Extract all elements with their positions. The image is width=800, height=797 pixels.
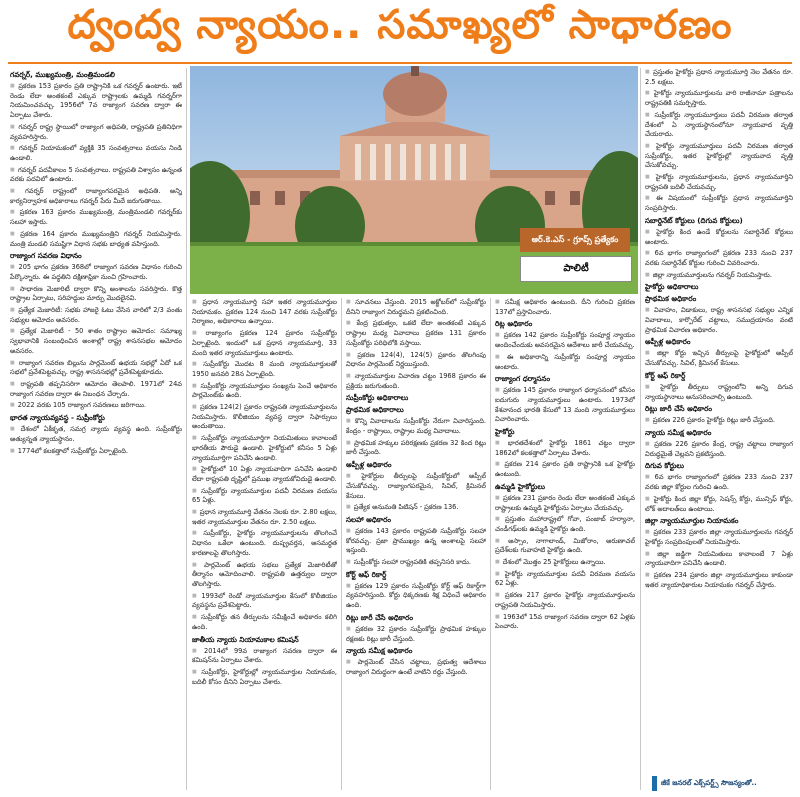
list-item: ■ సాధారణ మెజారిటీ ద్వారా కొన్ని అంశాలను సవరిస్తారు. కొత్త రాష్ట్రాల ఏర్పాటు, సరిహద్దుల మార్పు మొదలైనవి. (10, 285, 182, 304)
list-item: ■ 2014లో 99వ రాజ్యాంగ సవరణ ద్వారా ఈ కమిషన్‌ను ఏర్పాటు చేశారు. (192, 647, 337, 666)
list-item: ■ హైకోర్టు న్యాయమూర్తులు పదవీ విరమణ తర్వాత సుప్రీంకోర్టు, ఇతర హైకోర్టుల్లో న్యాయవాద వృత్తి చేసుకోవచ్చు. (645, 142, 793, 171)
col3-sub-1: ప్రాథమిక అధికారాలు (346, 405, 404, 415)
col1-heading: గవర్నర్‌, ముఖ్యమంత్రి, మంత్రిమండలి (10, 70, 115, 79)
list-item: ■ సూచనలు చేస్తుంది. 2015 అక్టోబర్‌లో సుప్రీంకోర్టు దీనిని రాజ్యాంగ విరుద్ధమని ప్రకటించింది. (346, 298, 486, 317)
list-item: ■ ప్రత్యేక అనుమతి పిటిషన్‌ - ప్రకరణ 136. (346, 503, 486, 513)
list-item: ■ సుప్రీంకోర్టు సలహా రాష్ట్రపతికి తప్పనిసరి కాదు. (346, 558, 486, 568)
list-item: ■ 2022 వరకు 105 రాజ్యాంగ సవరణలు జరిగాయి. (10, 401, 182, 411)
column-divider (341, 298, 342, 790)
author-tag: ఆర్‌.కె.ఎస్‌ - గ్రూప్స్‌ ప్రత్యేకం (520, 228, 630, 252)
list-item: ■ ప్రస్తుతం మహారాష్ట్రలో గోవా, పంజాబ్‌ హర్యానా, చండీగఢ్‌లకు ఉమ్మడి హైకోర్టు ఉంది. (495, 515, 635, 534)
list-item: ■ ప్రకరణ 226 ప్రకారం కేంద్ర, రాష్ట్ర చట్టాలు రాజ్యాంగ విరుద్ధమైతే చెల్లవని ప్రకటిస్తుంది. (645, 440, 793, 459)
subject-tag: పాలిటీ (520, 256, 632, 282)
list-item: ■ న్యాయమూర్తుల విచారణ చట్టం 1968 ప్రకారం ఈ ప్రక్రియ జరుగుతుంది. (346, 372, 486, 391)
list-item: ■ కేంద్ర ప్రభుత్వం, ఒకటి లేదా అంతకంటే ఎక్కువ రాష్ట్రాల మధ్య వివాదాలు ప్రకరణ 131 ప్రకారం సుప్రీంకోర్టు పరిధిలోకి వస్తాయి. (346, 319, 486, 348)
list-item: ■ 6వ భాగం రాజ్యాంగంలో ప్రకరణ 233 నుంచి 237 వరకు సబార్డినేట్‌ కోర్టుల గురించి వివరించారు. (645, 249, 793, 268)
list-item: ■ హైకోర్టు కింద జిల్లా కోర్టు, సెషన్స్‌ కోర్టు, మున్సిఫ్‌ కోర్టు, లోక్‌ అదాలత్‌లు ఉంటాయి. (645, 495, 793, 514)
list-item: ■ 205 భాగం ప్రకరణ 368లో రాజ్యాంగ సవరణ విధానం గురించి పేర్కొన్నారు. ఈ పద్ధతిని దక్షిణాఫ్రికా నుంచి గ్రహించారు. (10, 263, 182, 282)
col3-sub-6: న్యాయ సమీక్ష అధికారం (346, 646, 413, 656)
list-item: ■ ఈ విషయంలో సుప్రీంకోర్టు ప్రధాన న్యాయమూర్తిని సంప్రదిస్తారు. (645, 194, 793, 213)
col3-sub-2: అప్పీళ్ల అధికారం (346, 460, 392, 470)
list-item: ■ ఈ అధికారాన్ని సుప్రీంకోర్టు సంపూర్ణ న్యాయం అంటారు. (495, 353, 635, 372)
column-2 (192, 298, 337, 790)
list-item: ■ ప్రకరణ 214 ప్రకారం ప్రతి రాష్ట్రానికి ఒక హైకోర్టు ఉంటుంది. (495, 460, 635, 479)
list-item: ■ 1993లో రెండో న్యాయమూర్తుల కేసులో కొలీజియం వ్యవస్థను ప్రవేశపెట్టారు. (192, 592, 337, 611)
col3-sub-5: రిట్లు జారీ చేసే అధికారం (346, 612, 414, 622)
col2-heading-2: జాతీయ న్యాయ నియామకాల కమిషన్‌ (192, 634, 299, 644)
list-item: ■ దేశంలో ఏకీకృత, సమగ్ర న్యాయ వ్యవస్థ ఉంది. సుప్రీంకోర్టు అత్యున్నత న్యాయస్థానం. (10, 425, 182, 444)
col5-sub-7: న్యాయ సమీక్ష అధికారం (645, 427, 712, 437)
list-item: ■ హైకోర్టు తీర్పులు రాష్ట్రంలోని అన్ని దిగువ న్యాయస్థానాలు అనుసరించాల్సి ఉంటుంది. (645, 383, 793, 402)
column-5 (645, 68, 793, 768)
list-item: ■ 1774లో కలకత్తాలో సుప్రీంకోర్టు ఏర్పాటైంది. (10, 447, 182, 457)
col5-sub-9: జిల్లా న్యాయమూర్తుల నియామకం (645, 516, 739, 526)
column-divider (490, 298, 491, 790)
list-item: ■ ప్రకరణ 226 ప్రకారం హైకోర్టు రిట్లు జారీ చేస్తుంది. (645, 416, 793, 426)
list-item: ■ ప్రకరణ 143 ప్రకారం రాష్ట్రపతి సుప్రీంకోర్టు సలహా కోరవచ్చు. ప్రజా ప్రాముఖ్యం ఉన్న అంశాలపై సలహా ఇస్తుంది. (346, 527, 486, 556)
list-item: ■ హైకోర్టు కింద ఉండే కోర్టులను సబార్డినేట్‌ కోర్టులు అంటారు. (645, 228, 793, 247)
list-item: ■ హైకోర్టు న్యాయమూర్తులను, ప్రధాన న్యాయమూర్తిని రాష్ట్రపతి బదిలీ చేయవచ్చు. (645, 173, 793, 192)
list-item: ■ ప్రస్తుతం హైకోర్టు ప్రధాన న్యాయమూర్తి నెల వేతనం రూ. 2.5 లక్షలు. (645, 68, 793, 87)
list-item: ■ రాష్ట్రపతి తప్పనిసరిగా ఆమోదం తెలపాలి. 1971లో 24వ రాజ్యాంగ సవరణ ద్వారా ఈ నిబంధన చేర్చారు. (10, 380, 182, 399)
list-item: ■ ప్రకరణ 145 ప్రకారం రాజ్యాంగ ధర్మాసనంలో కనీసం ఐదుగురు న్యాయమూర్తులు ఉంటారు. 1973లో కేశవానంద భారతి కేసులో 13 మంది న్యాయమూర్తులు విచారించారు. (495, 386, 635, 425)
list-item: ■ ప్రధాన న్యాయమూర్తి వేతనం నెలకు రూ. 2.80 లక్షలు, ఇతర న్యాయమూర్తుల వేతనం రూ. 2.50 లక్షలు. (192, 508, 337, 527)
col4-sub-3: హైకోర్టు (495, 427, 515, 437)
column-4 (495, 298, 635, 790)
col5-sub-2: హైకోర్టు అధికారాలు (645, 282, 699, 292)
col4-sub-2: రాజ్యాంగ ధర్మాసనం (495, 374, 551, 384)
list-item: ■ ప్రత్యేక మెజారిటీ - 50 శాతం రాష్ట్రాల ఆమోదం: సమాఖ్య స్వభావానికి సంబంధించిన అంశాల్లో రాష్ట్ర శాసనసభల ఆమోదం అవసరం. (10, 327, 182, 356)
list-item: ■ ప్రకరణ 217 ప్రకారం హైకోర్టు న్యాయమూర్తులను రాష్ట్రపతి నియమిస్తారు. (495, 591, 635, 610)
list-item: ■ హైకోర్టు న్యాయమూర్తుల పదవీ విరమణ వయసు 62 ఏళ్లు. (495, 570, 635, 589)
col5-sub-8: దిగువ కోర్టులు (645, 461, 684, 471)
list-item: ■ జిల్లా కోర్టు ఇచ్చిన తీర్పులపై హైకోర్టులో అప్పీల్‌ చేసుకోవచ్చు. సివిల్‌, క్రిమినల్‌ కేసులు. (645, 349, 793, 368)
list-item: ■ ప్రధాన న్యాయమూర్తి సహా ఇతర న్యాయమూర్తుల నియామకం. ప్రకరణ 124 నుంచి 147 వరకు సుప్రీంకోర్టు నిర్మాణం, అధికారాలు ఉన్నాయి. (192, 298, 337, 327)
list-item: ■ ప్రకరణ 129 ప్రకారం సుప్రీంకోర్టు కోర్ట్‌ ఆఫ్‌ రికార్డ్‌గా వ్యవహరిస్తుంది. కోర్టు ధిక్కరణకు శిక్ష విధించే అధికారం ఉంది. (346, 582, 486, 611)
col3-sub-4: కోర్ట్‌ ఆఫ్‌ రికార్డ్‌ (346, 569, 387, 579)
list-item: ■ జిల్లా న్యాయమూర్తులను గవర్నర్‌ నియమిస్తారు. (645, 271, 793, 281)
list-item: ■ ప్రకరణ 124(2) ప్రకారం రాష్ట్రపతి న్యాయమూర్తులను నియమిస్తారు. కొలీజియం వ్యవస్థ ద్వారా సిఫార్సులు అందుతాయి. (192, 403, 337, 432)
list-item: ■ ప్రకరణ 163 ప్రకారం ముఖ్యమంత్రి, మంత్రిమండలి గవర్నర్‌కు సలహా ఇస్తారు. (10, 208, 182, 227)
list-item: ■ రాజ్యాంగ సవరణ బిల్లును పార్లమెంట్‌ ఉభయ సభల్లో ఏదో ఒక సభలో ప్రవేశపెట్టవచ్చు. రాష్ట్ర శాసనసభల్లో ప్రవేశపెట్టకూడదు. (10, 359, 182, 378)
list-item: ■ గవర్నర్‌ నియామకంలో వ్యక్తికి 35 సంవత్సరాలు వయసు నిండి ఉండాలి. (10, 144, 182, 163)
list-item: ■ 6వ భాగం రాజ్యాంగంలో ప్రకరణ 233 నుంచి 237 వరకు జిల్లా కోర్టుల గురించి ఉంది. (645, 473, 793, 492)
list-item: ■ ప్రకరణ 153 ప్రకారం ప్రతి రాష్ట్రానికి ఒక గవర్నర్‌ ఉంటారు. ఇటీ రెండు లేదా అంతకంటే ఎక్కువ రాష్ట్రాలకు ఉమ్మడి గవర్నర్‌గా నియమించవచ్చు. 1956లో 7వ రాజ్యాంగ సవరణ ద్వారా ఈ ఏర్పాటు చేశారు. (10, 82, 182, 121)
list-item: ■ ప్రత్యేక మెజారిటీ: సభకు హాజరై ఓటు వేసిన వారిలో 2/3 వంతు సభ్యుల ఆమోదం అవసరం. (10, 306, 182, 325)
list-item: ■ గవర్నర్‌ పదవీకాలం 5 సంవత్సరాలు. రాష్ట్రపతి విశ్వాసం ఉన్నంత వరకు పదవిలో ఉంటారు. (10, 166, 182, 185)
col1-heading-3: భారత న్యాయవ్యవస్థ - సుప్రీంకోర్టు (10, 413, 105, 423)
list-item: ■ ప్రాథమిక హక్కుల పరిరక్షణకు ప్రకరణ 32 కింద రిట్లు జారీ చేస్తుంది. (346, 439, 486, 458)
list-item: ■ హైకోర్టుల తీర్పులపై సుప్రీంకోర్టులో అప్పీల్‌ చేసుకోవచ్చు. రాజ్యాంగపరమైన, సివిల్‌, క్రిమినల్‌ కేసులు. (346, 472, 486, 501)
col3-sub-3: సలహా అధికారం (346, 514, 392, 524)
col3-heading-2: సుప్రీంకోర్టు అధికారాలు (346, 393, 409, 403)
list-item: ■ ప్రకరణ 32 ప్రకారం సుప్రీంకోర్టు ప్రాథమిక హక్కుల రక్షణకు రిట్లు జారీ చేస్తుంది. (346, 625, 486, 644)
list-item: ■ హైకోర్టు న్యాయమూర్తులను వారి రాజీనామా పత్రాలను రాష్ట్రపతికి సమర్పిస్తారు. (645, 89, 793, 108)
list-item: ■ ప్రకరణ 234 ప్రకారం జిల్లా న్యాయమూర్తులు కాకుండా ఇతర న్యాయాధికారుల నియామకం గవర్నర్‌ చేస్తారు. (645, 571, 793, 590)
list-item: ■ సుప్రీంకోర్టు న్యాయమూర్తిగా నియమితులు కావాలంటే భారతీయ పౌరుడై ఉండాలి. హైకోర్టులో కనీసం 5 ఏళ్లు న్యాయమూర్తిగా పనిచేసి ఉండాలి. (192, 434, 337, 463)
list-item: ■ గవర్నర్‌ రాష్ట్ర స్థాయిలో రాజ్యాంగ అధిపతి, రాష్ట్రపతి ప్రతినిధిగా వ్యవహరిస్తారు. (10, 123, 182, 142)
col5-sub-6: రిట్లు జారీ చేసే అధికారం (645, 404, 713, 414)
list-item: ■ ప్రకరణ 233 ప్రకారం జిల్లా న్యాయమూర్తులను గవర్నర్‌ హైకోర్టు సంప్రదింపులతో నియమిస్తారు. (645, 528, 793, 547)
list-item: ■ ప్రకరణ 231 ప్రకారం రెండు లేదా అంతకంటే ఎక్కువ రాష్ట్రాలకు ఉమ్మడి హైకోర్టును ఏర్పాటు చేయవచ్చు. (495, 494, 635, 513)
col1-heading-2: రాజ్యాంగ సవరణ విధానం (10, 251, 82, 261)
list-item: ■ ప్రకరణ 124(4), 124(5) ప్రకారం తొలగింపు విధానం పార్లమెంట్‌ నిర్ణయిస్తుంది. (346, 351, 486, 370)
col5-sub-1: సబార్డినేట్‌ కోర్టులు (దిగువ కోర్టులు) (645, 215, 743, 225)
column-3 (346, 298, 486, 790)
list-item: ■ పార్లమెంట్‌ ఉభయ సభలు ప్రత్యేక మెజారిటీతో తీర్మానం ఆమోదించాలి. రాష్ట్రపతి ఉత్తర్వుల ద్వారా తొలగిస్తారు. (192, 561, 337, 590)
list-item: ■ దేశంలో మొత్తం 25 హైకోర్టులు ఉన్నాయి. (495, 558, 635, 568)
list-item: ■ పార్లమెంట్‌ చేసిన చట్టాలు, ప్రభుత్వ ఆదేశాలు రాజ్యాంగ విరుద్ధంగా ఉంటే వాటిని రద్దు చేస్తుంది. (346, 658, 486, 677)
list-item: ■ సుప్రీంకోర్టు, హైకోర్టు న్యాయమూర్తులను తొలగించే విధానం ఒకేలా ఉంటుంది. దుష్ప్రవర్తన, అసమర్థత కారణాలపై తొలగిస్తారు. (192, 529, 337, 558)
col5-sub-5: కోర్ట్‌ ఆఫ్‌ రికార్డ్‌ (645, 370, 686, 380)
headline-rule (8, 62, 792, 64)
list-item: ■ గవర్నర్‌ రాష్ట్రంలో రాజ్యాంగపరమైన అధిపతి. అన్ని కార్యనిర్వాహక అధికారాలు గవర్నర్‌ పేరు మీదే జరుగుతాయి. (10, 187, 182, 206)
list-item: ■ సుప్రీంకోర్టు న్యాయమూర్తుల సంఖ్యను పెంచే అధికారం పార్లమెంట్‌కు ఉంది. (192, 382, 337, 401)
credit-tag: జీకే జనరల్‌ ఎక్స్‌పర్ట్స్‌ సౌజన్యంతో.. (652, 776, 792, 791)
column-divider (186, 68, 187, 790)
column-divider (640, 68, 641, 790)
list-item: ■ రాజ్యాంగం ప్రకరణ 124 ప్రకారం సుప్రీంకోర్టు ఏర్పాటైంది. ఇందులో ఒక ప్రధాన న్యాయమూర్తి, 33 మంది ఇతర న్యాయమూర్తులు ఉంటారు. (192, 329, 337, 358)
list-item: ■ సుప్రీంకోర్టు మొదట 8 మంది న్యాయమూర్తులతో 1950 జనవరి 28న ఏర్పాటైంది. (192, 360, 337, 379)
list-item: ■ వివాహం, విడాకులు, రాష్ట్ర శాసనసభ సభ్యుల ఎన్నిక వివాదాలు, కార్పొరేట్‌ చట్టాలు, సముద్రయానం వంటి ప్రాథమిక విచారణ అధికారం. (645, 306, 793, 335)
column-1 (10, 68, 182, 790)
list-item: ■ సుప్రీంకోర్టు తన తీర్పులను సమీక్షించే అధికారం కలిగి ఉంది. (192, 613, 337, 632)
list-item: ■ హైకోర్టులో 10 ఏళ్లు న్యాయవాదిగా పనిచేసి ఉండాలి లేదా రాష్ట్రపతి దృష్టిలో ప్రముఖ న్యాయకోవిదుడై ఉండాలి. (192, 465, 337, 484)
list-item: ■ సుప్రీంకోర్టు, హైకోర్టుల్లో న్యాయమూర్తుల నియామకం, బదిలీ కోసం దీనిని ఏర్పాటు చేశారు. (192, 668, 337, 687)
list-item: ■ అస్సాం, నాగాలాండ్‌, మిజోరాం, అరుణాచల్‌ ప్రదేశ్‌లకు గువాహటి హైకోర్టు ఉంది. (495, 537, 635, 556)
list-item: ■ జిల్లా జడ్జిగా నియమితులు కావాలంటే 7 ఏళ్లు న్యాయవాదిగా పనిచేసి ఉండాలి. (645, 550, 793, 569)
list-item: ■ భారతదేశంలో హైకోర్టు 1861 చట్టం ద్వారా 1862లో కలకత్తాలో ఏర్పాటు చేశారు. (495, 439, 635, 458)
list-item: ■ సుప్రీంకోర్టు న్యాయమూర్తులు పదవీ విరమణ తర్వాత దేశంలో ఏ న్యాయస్థానంలోనూ న్యాయవాద వృత్తి చేయరాదు. (645, 111, 793, 140)
col5-sub-3: ప్రాథమిక అధికారం (645, 294, 697, 304)
list-item: ■ కొన్ని వివాదాలను సుప్రీంకోర్టు నేరుగా విచారిస్తుంది. కేంద్రం - రాష్ట్రాలు, రాష్ట్రాల మధ్య వివాదాలు. (346, 417, 486, 436)
col4-sub-1: రిట్ల అధికారం (495, 319, 533, 329)
col4-sub-4: ఉమ్మడి హైకోర్టులు (495, 481, 545, 491)
list-item: ■ ప్రకరణ 164 ప్రకారం ముఖ్యమంత్రిని గవర్నర్‌ నియమిస్తారు. మంత్రి మండలి సమష్టిగా విధాన సభకు బాధ్యత వహిస్తుంది. (10, 230, 182, 249)
list-item: ■ ప్రకరణ 142 ప్రకారం సుప్రీంకోర్టు సంపూర్ణ న్యాయం అందించేందుకు అవసరమైన ఆదేశాలు జారీ చేయవచ్చు. (495, 331, 635, 350)
list-item: ■ 1963లో 15వ రాజ్యాంగ సవరణ ద్వారా 62 ఏళ్లకు పెంచారు. (495, 613, 635, 632)
headline: ద్వంద్వ న్యాయం.. సమాఖ్యలో సాధారణం (67, 2, 733, 48)
col5-sub-4: అప్పీళ్ల అధికారం (645, 337, 691, 347)
list-item: ■ సుప్రీంకోర్టు న్యాయమూర్తుల పదవీ విరమణ వయసు 65 ఏళ్లు. (192, 487, 337, 506)
list-item: ■ సమీక్ష అధికారం ఉంటుంది. దీని గురించి ప్రకరణ 137లో ప్రస్తావించారు. (495, 298, 635, 317)
